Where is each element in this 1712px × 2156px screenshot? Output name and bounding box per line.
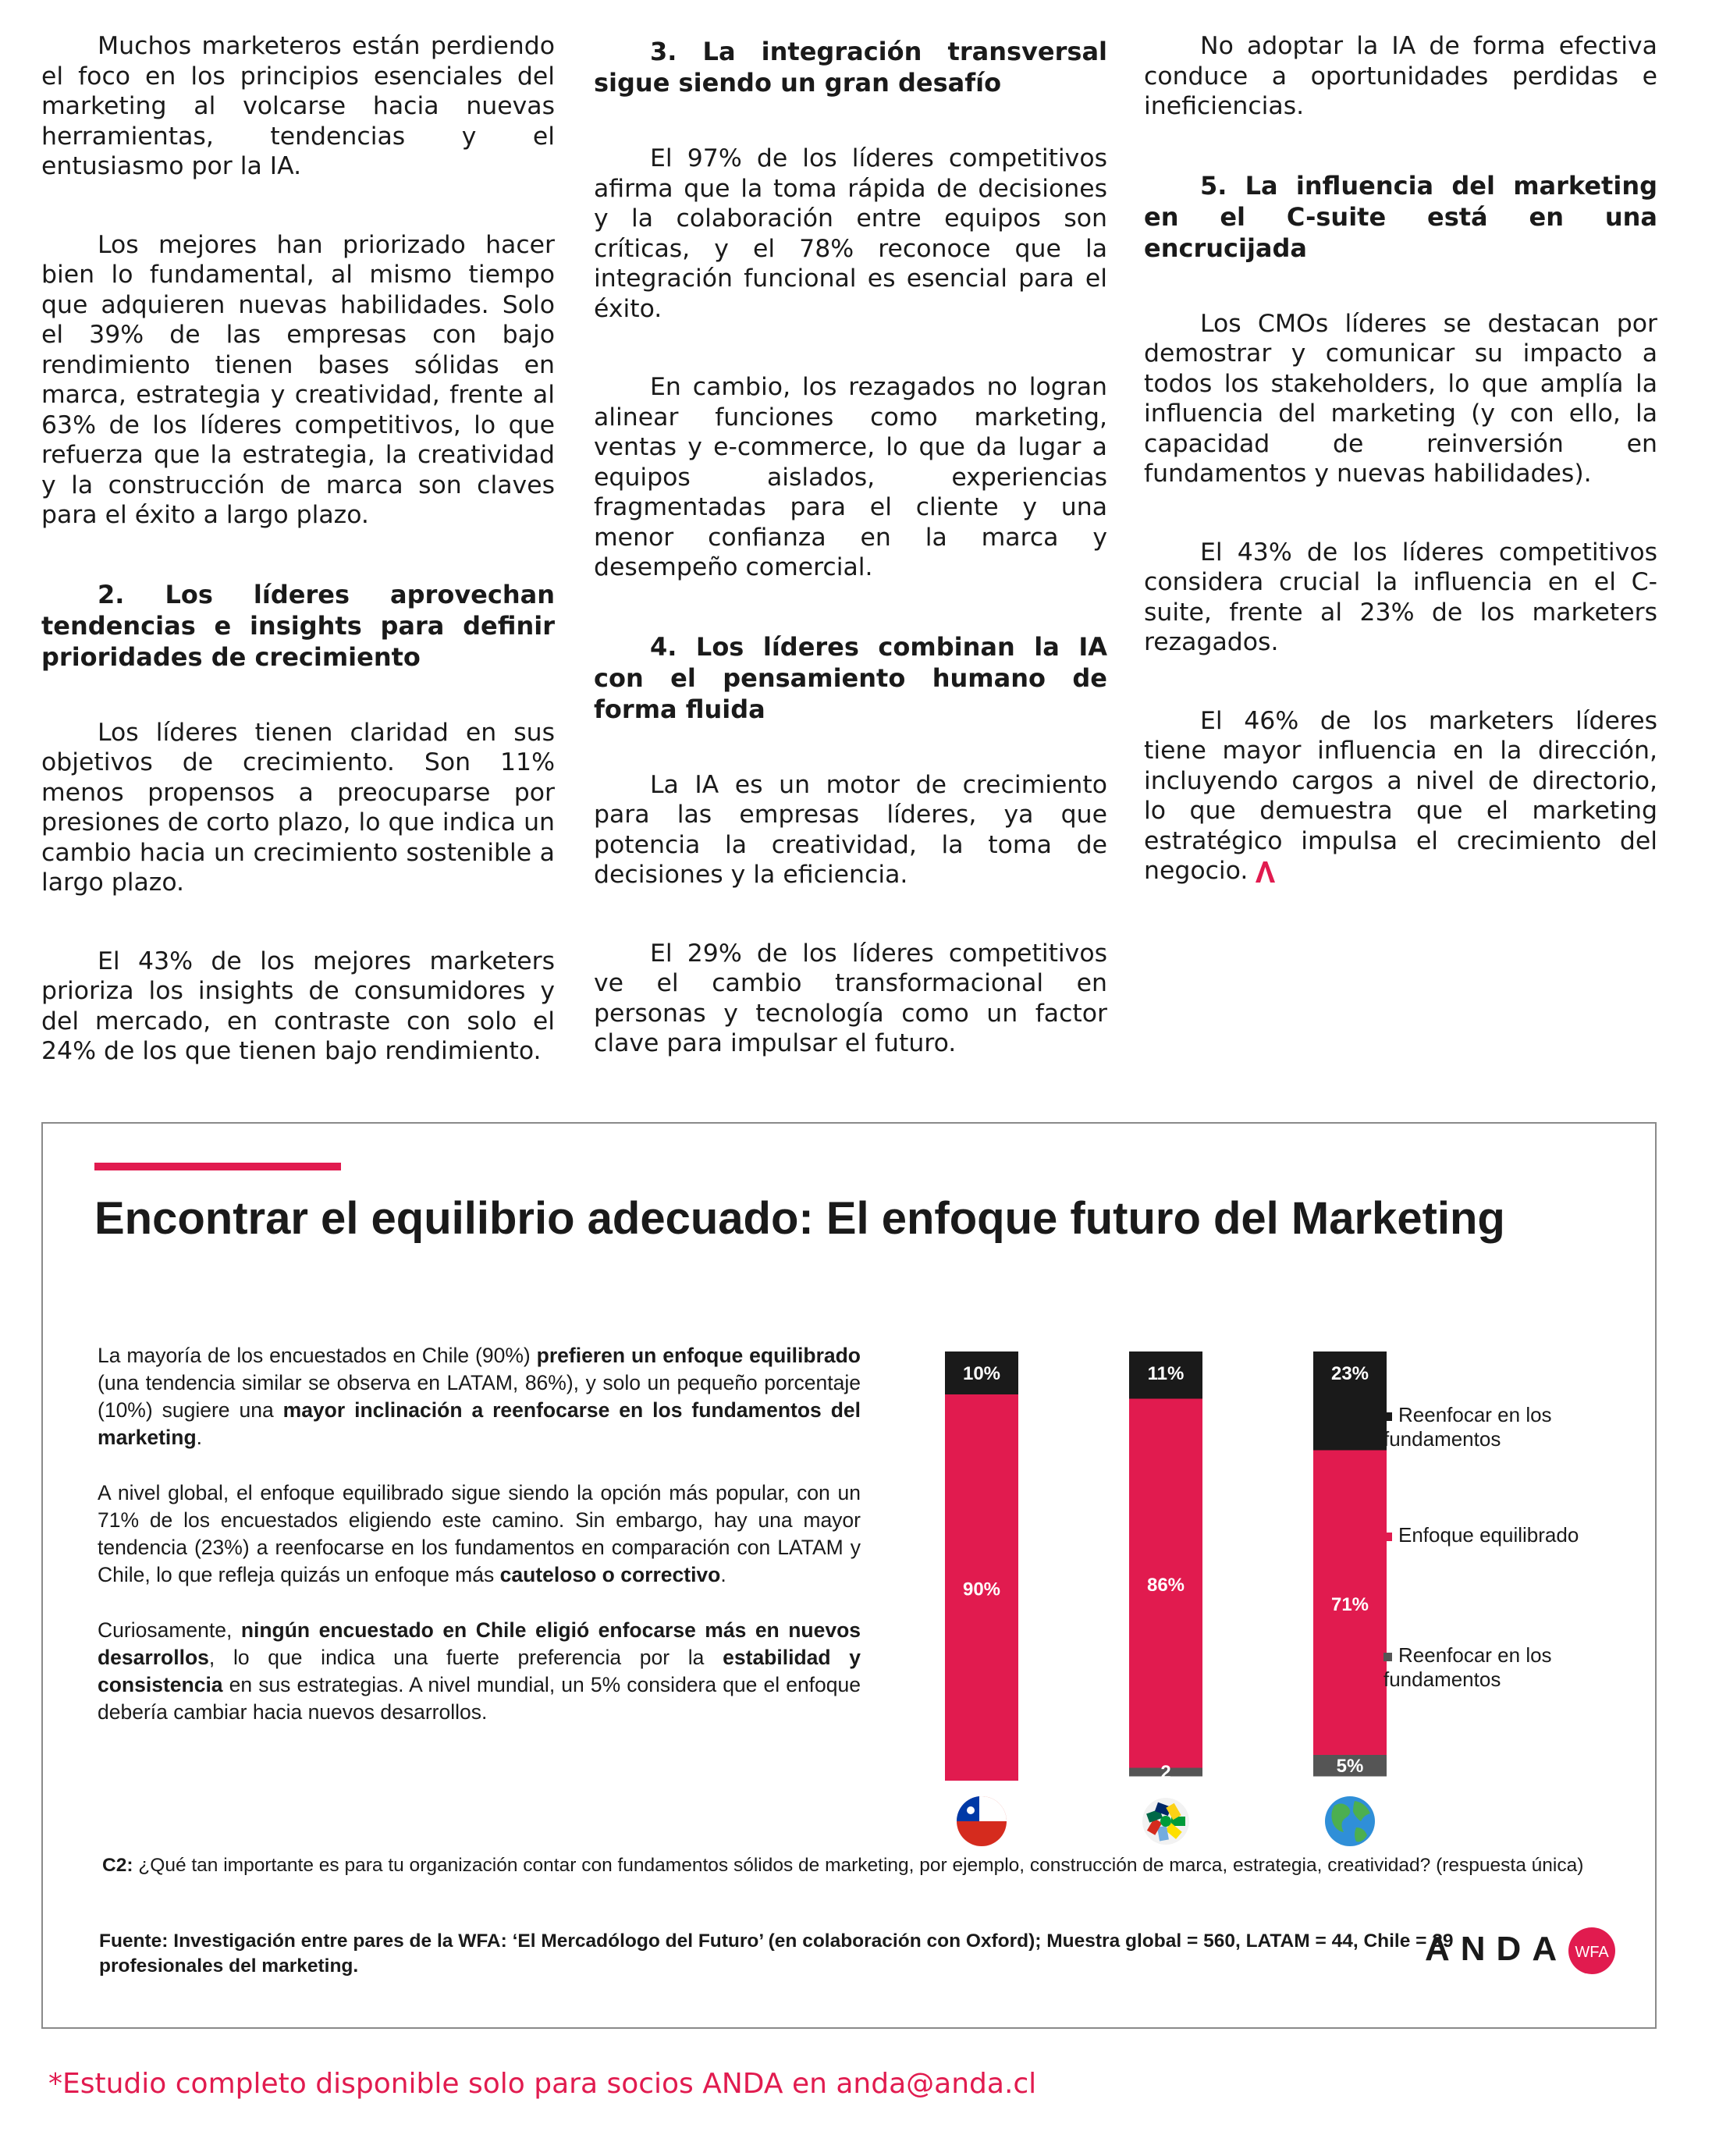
data-label: 2 [1160, 1762, 1171, 1783]
anda-mark-icon [1254, 860, 1276, 883]
text-column-1 [41, 31, 555, 1115]
figure-paragraph: A nivel global, el enfoque equilibrado sigue siendo la opción más popular, con un 71% de los encuestados eligiendo este camino. Sin embargo, hay una mayor tendencia (23%) a reenfocarse en los fundamentos en comparación con LATAM y Chile, lo que refleja quizás un enfoque más cauteloso o correctivo. [98, 1481, 861, 1586]
legend-swatch [1383, 1653, 1392, 1661]
stacked-bar-chart [886, 1311, 1369, 1826]
infographic-panel [41, 1122, 1657, 2029]
data-label: 23% [1330, 1363, 1369, 1384]
paragraph-text: El 46% de los marketers líderes tiene mayor influencia en la dirección, incluyendo cargos a nivel de directorio, lo que demuestra que el marketing estratégico impulsa el crecimiento del negocio. [1144, 706, 1657, 885]
figure-title: Encontrar el equilibrio adecuado: El enfoque futuro del Marketing [94, 1193, 1505, 1244]
data-label: 90% [962, 1579, 1001, 1600]
paragraph: Muchos marketeros están perdiendo el foco en los principios esenciales del marketing al volcarse hacia nuevas herramientas, tendencias y el entusiasmo por la IA. [41, 32, 555, 180]
text-column-3 [1144, 31, 1657, 935]
chile-flag-icon [957, 1796, 1007, 1846]
paragraph: El 29% de los líderes competitivos ve el cambio transformacional en personas y tecnología como un factor clave para impulsar el futuro. [594, 939, 1107, 1057]
figure-paragraph: La mayoría de los encuestados en Chile (90%) prefieren un enfoque equilibrado (una tendencia similar se observa en LATAM, 86%), y solo un pequeño porcentaje (10%) sugiere una mayor inclinación a reenfocarse en los fundamentos del marketing. [98, 1344, 861, 1449]
figure-description [98, 1342, 861, 1754]
paragraph: El 43% de los líderes competitivos considera crucial la influencia en el C-suite, frente al 23% de los marketers rezagados. [1144, 538, 1657, 656]
text-column-2 [594, 36, 1107, 1107]
accent-rule [94, 1163, 341, 1170]
latam-flags-icon [1142, 1798, 1189, 1845]
legend-item-refocus: Reenfocar en los fundamentos [1383, 1403, 1552, 1451]
paragraph: El 43% de los mejores marketers prioriza los insights de consumidores y del mercado, en contraste con solo el 24% de los que tienen bajo rendimiento. [41, 947, 555, 1065]
source-note: Fuente: Investigación entre pares de la WFA: ‘El Mercadólogo del Futuro’ (en colaboración con Oxford); Muestra global = 560, LATAM = 44, Chile = 29 profesionales del marketing. [99, 1930, 1454, 1977]
globe-icon [1325, 1796, 1375, 1846]
survey-question: C2: ¿Qué tan importante es para tu organización contar con fundamentos sólidos de marketing, por ejemplo, construcción de marca, estrategia, creatividad? (respuesta única) [102, 1855, 1584, 1876]
data-label: 5% [1336, 1755, 1364, 1777]
legend-swatch [1383, 1412, 1392, 1421]
legend-swatch [1383, 1533, 1392, 1541]
data-label: 11% [1147, 1363, 1185, 1384]
figure-paragraph: Curiosamente, ningún encuestado en Chile eligió enfocarse más en nuevos desarrollos, lo que indica una fuerte preferencia por la estabilidad y consistencia en sus estrategias. A nivel mundial, un 5% considera que el enfoque debería cambiar hacia nuevos desarrollos. [98, 1618, 861, 1724]
paragraph: No adoptar la IA de forma efectiva conduce a oportunidades perdidas e ineficiencias. [1144, 32, 1657, 120]
data-label: 10% [962, 1363, 1001, 1384]
logo-wordmark: ANDA [1425, 1930, 1568, 1968]
section-heading-4: 4. Los líderes combinan la IA con el pensamiento humano de forma fluida [594, 631, 1107, 724]
paragraph: Los líderes tienen claridad en sus objetivos de crecimiento. Son 11% menos propensos a preocuparse por presiones de corto plazo, lo que indica un cambio hacia un crecimiento sostenible a largo plazo. [41, 718, 555, 897]
wfa-badge-text: WFA [1575, 1944, 1609, 1961]
paragraph: Los mejores han priorizado hacer bien lo fundamental, al mismo tiempo que adquieren nuevas habilidades. Solo el 39% de las empresas con bajo rendimiento tienen bases sólidas en marca, estrategia y creatividad, frente al 63% de los líderes competitivos, lo que refuerza que la estrategia, la creatividad y la construcción de marca son claves para el éxito a largo plazo. [41, 230, 555, 529]
paragraph: Los CMOs líderes se destacan por demostrar y comunicar su impacto a todos los stakeholders, lo que amplía la influencia del marketing (y con ello, la capacidad de reinversión en fundamentos y nuevas habilidades). [1144, 309, 1657, 488]
section-heading-2: 2. Los líderes aprovechan tendencias e insights para definir prioridades de crecimiento [41, 579, 555, 672]
paragraph-with-logo [1144, 706, 1657, 886]
legend-item-refocus-2: Reenfocar en los fundamentos [1383, 1643, 1552, 1691]
section-heading-5: 5. La influencia del marketing en el C-suite está en una encrucijada [1144, 170, 1657, 263]
section-heading-3: 3. La integración transversal sigue siendo un gran desafío [594, 37, 1107, 98]
paragraph: En cambio, los rezagados no logran alinear funciones como marketing, ventas y e-commerce, lo que da lugar a equipos aislados, experiencias fragmentadas para el cliente y una menor confianza en la marca y desempeño comercial. [594, 373, 1107, 581]
paragraph: La IA es un motor de crecimiento para las empresas líderes, ya que potencia la creatividad, la toma de decisiones y la eficiencia. [594, 770, 1107, 889]
anda-logo [1422, 1920, 1625, 1982]
paragraph: El 97% de los líderes competitivos afirma que la toma rápida de decisiones y la colaboración entre equipos son críticas, y el 78% reconoce que la integración funcional es esencial para el éxito. [594, 144, 1107, 323]
data-label: 71% [1330, 1593, 1369, 1615]
footer-note: *Estudio completo disponible solo para socios ANDA en anda@anda.cl [48, 2068, 1037, 2100]
legend-item-balanced: Enfoque equilibrado [1383, 1523, 1586, 1547]
data-label: 86% [1146, 1575, 1185, 1596]
